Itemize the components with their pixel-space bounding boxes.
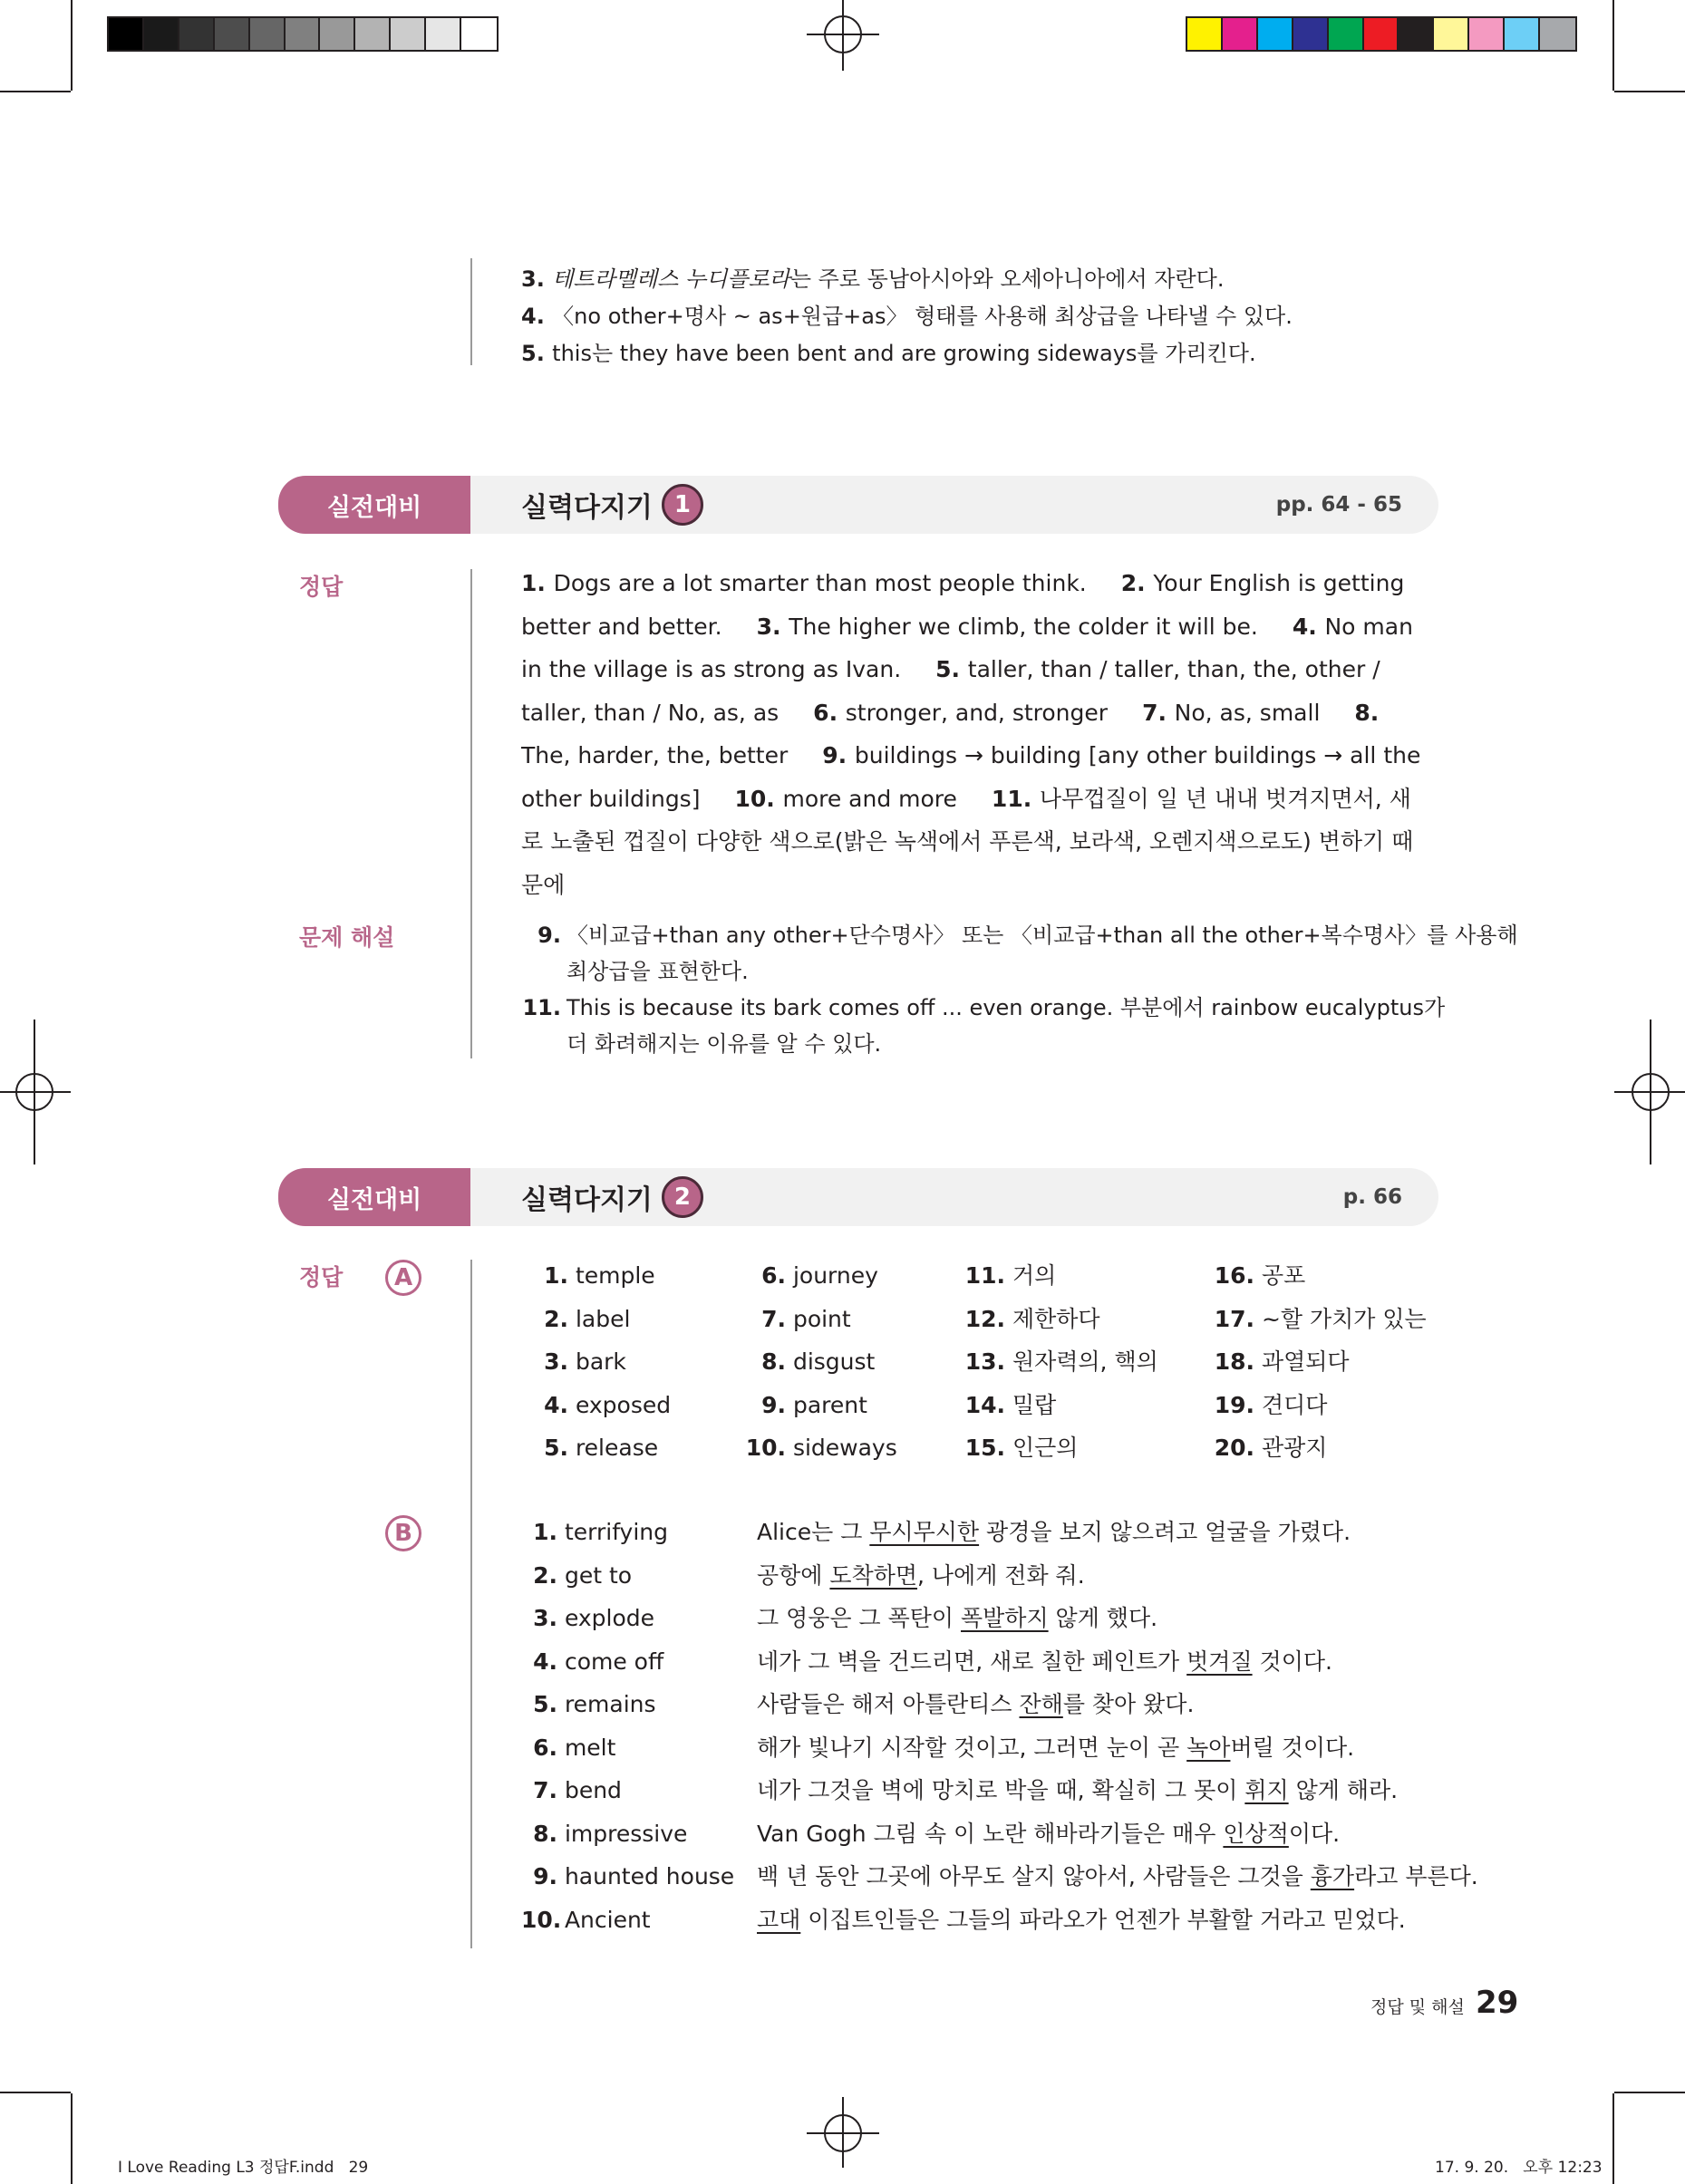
translation-sentence: 사람들은 해저 아틀란티스 잔해를 찾아 왔다. (757, 1691, 1195, 1717)
registration-mark-icon (1612, 1020, 1685, 1164)
page-reference: p. 66 (1342, 1185, 1402, 1209)
item-number: 10. (521, 1906, 562, 1933)
underlined-term: 녹아 (1186, 1734, 1231, 1761)
vocab-item (1196, 1384, 1427, 1427)
italic-term: 테트라멜레스 누디플로라 (552, 266, 790, 292)
answer-word (521, 1769, 734, 1812)
vocab-text: 밀랍 (1005, 1391, 1057, 1418)
color-swatch (250, 18, 286, 50)
item-number: 9. (533, 1863, 557, 1889)
part-a-marker: A (385, 1260, 421, 1296)
vocab-column (947, 1254, 1158, 1470)
vocab-text: journey (786, 1262, 878, 1289)
item-number: 9. (761, 1391, 786, 1418)
section-banner-2 (278, 1168, 1438, 1226)
word-text: melt (557, 1734, 616, 1761)
vocab-item (1196, 1426, 1427, 1470)
print-timestamp: 17. 9. 20. 오후 12:23 (1435, 2159, 1603, 2177)
word-text: terrifying (557, 1519, 669, 1545)
registration-mark-icon (807, 2095, 879, 2168)
vocab-item (1196, 1340, 1427, 1384)
vocab-text: exposed (568, 1391, 672, 1418)
section-title: 실력다지기 1 (521, 476, 703, 534)
translation-sentence: 네가 그것을 벽에 망치로 박을 때, 확실히 그 못이 휘지 않게 해라. (757, 1777, 1399, 1803)
translation-sentence: 백 년 동안 그곳에 아무도 살지 않아서, 사람들은 그것을 흉가라고 부른다. (757, 1863, 1478, 1889)
vocab-text: 견디다 (1254, 1391, 1328, 1418)
underlined-term: 도착하면 (829, 1561, 918, 1589)
color-swatch (286, 18, 321, 50)
item-number: 8. (761, 1348, 786, 1375)
vocab-item (521, 1298, 671, 1341)
answer-text: 나무껍질이 일 년 내내 벗겨지면서, 새로 노출된 껍질이 다양한 색으로(밝은 녹색에서 푸른색, 보라색, 오렌지색으로도) 변하기 때문에 (521, 785, 1414, 898)
answer-text: stronger, and, stronger (845, 699, 1109, 726)
item-number: 7. (533, 1777, 557, 1803)
underlined-term: 흉가 (1310, 1863, 1355, 1889)
vocab-item (521, 1254, 671, 1298)
vocab-text: 과열되다 (1254, 1348, 1350, 1375)
word-text: explode (557, 1605, 655, 1631)
vocab-text: 공포 (1254, 1262, 1306, 1289)
explanation-list (521, 917, 1518, 1062)
divider-line (470, 1260, 472, 1948)
translation-sentence: Alice는 그 무시무시한 광경을 보지 않으려고 얼굴을 가렸다. (757, 1519, 1351, 1545)
color-swatch (1223, 18, 1258, 50)
answer-text: The higher we climb, the colder it will be. (789, 613, 1258, 640)
color-swatch (215, 18, 250, 50)
answer-text: Dogs are a lot smarter than most people think. (553, 570, 1087, 596)
item-number: 6. (761, 1262, 786, 1289)
answer-word (521, 1597, 734, 1640)
item-number: 9. (822, 742, 855, 768)
item-number: 3. (544, 1348, 568, 1375)
vocab-text: release (568, 1435, 659, 1461)
answer-text: Your English is getting better and better. (521, 570, 1405, 640)
underlined-term: 무시무시한 (869, 1519, 980, 1545)
vocab-column (739, 1254, 897, 1470)
note-line (521, 298, 1293, 330)
section-tag: 실전대비 (278, 476, 470, 534)
section-title: 실력다지기 2 (521, 1168, 703, 1226)
item-number: 3. (533, 1605, 557, 1631)
vocab-text: disgust (786, 1348, 876, 1375)
answer-word (521, 1855, 734, 1899)
color-swatch (1434, 18, 1469, 50)
color-swatch (1258, 18, 1293, 50)
answer-text: No, as, small (1174, 699, 1321, 726)
item-number: 6. (533, 1734, 557, 1761)
vocab-item (947, 1254, 1158, 1298)
vocab-column (1196, 1254, 1427, 1470)
word-text: Ancient (557, 1906, 651, 1933)
registration-mark-icon (807, 0, 879, 72)
color-swatch (1505, 18, 1540, 50)
answer-word (521, 1640, 734, 1684)
translation-sentence: 고대 이집트인들은 그들의 파라오가 언젠가 부활할 거라고 믿었다. (757, 1906, 1406, 1933)
word-text: haunted house (557, 1863, 735, 1889)
answer-item (521, 570, 1087, 596)
item-number: 5. (533, 1691, 557, 1717)
color-swatch (1469, 18, 1505, 50)
vocab-item (521, 1426, 671, 1470)
word-text: get to (557, 1561, 633, 1589)
item-number: 6. (813, 699, 846, 726)
underlined-term: 고대 (757, 1906, 801, 1933)
item-number: 5. (935, 656, 968, 682)
color-swatch (461, 18, 497, 50)
section-banner-1 (278, 476, 1438, 534)
item-number: 4. (544, 1391, 568, 1418)
item-number: 13. (964, 1348, 1005, 1375)
explanation-item (521, 990, 1518, 1026)
vocab-item (947, 1384, 1158, 1427)
answer-label: 정답 (299, 574, 344, 600)
color-swatch (320, 18, 355, 50)
underlined-term: 폭발하지 (961, 1605, 1049, 1631)
word-text: come off (557, 1648, 664, 1675)
registration-mark-icon (0, 1020, 73, 1164)
explanation-text: 〈비교급+than any other+단수명사〉 또는 〈비교급+than all the other+복수명사〉를 사용해 (567, 923, 1518, 948)
color-swatch (355, 18, 391, 50)
vocab-item (947, 1340, 1158, 1384)
footer-section-name: 정답 및 해설 (1370, 1997, 1465, 2017)
vocab-item (739, 1298, 897, 1341)
sentence-column (757, 1511, 1478, 1941)
item-number: 9. (537, 923, 561, 948)
item-number: 8. (1354, 699, 1380, 726)
answer-text: more and more (782, 785, 957, 812)
color-calibration-strip (1186, 16, 1577, 52)
item-number: 7. (1142, 699, 1175, 726)
answer-label: 정답 (299, 1264, 344, 1290)
gray-calibration-strip (107, 16, 499, 52)
vocab-text: 인근의 (1005, 1435, 1079, 1461)
item-number: 14. (964, 1391, 1005, 1418)
item-number: 4. (533, 1648, 557, 1675)
item-number: 20. (1214, 1435, 1254, 1461)
color-swatch (1540, 18, 1575, 50)
divider-line (470, 258, 472, 365)
item-number: 11. (991, 785, 1040, 812)
item-number: 3. (756, 613, 789, 640)
vocab-item (947, 1298, 1158, 1341)
item-number: 18. (1214, 1348, 1254, 1375)
word-text: impressive (557, 1820, 688, 1847)
translation-sentence: 그 영웅은 그 폭탄이 폭발하지 않게 했다. (757, 1605, 1158, 1631)
underlined-term: 벗겨질 (1186, 1648, 1253, 1675)
answer-paragraph (521, 562, 1432, 906)
file-slug: I Love Reading L3 정답F.indd 29 (118, 2159, 369, 2177)
item-number: 5. (544, 1435, 568, 1461)
color-swatch (1364, 18, 1399, 50)
vocab-item (739, 1340, 897, 1384)
color-swatch (1399, 18, 1434, 50)
answer-item (734, 786, 956, 812)
vocab-text: ~할 가치가 있는 (1254, 1305, 1427, 1332)
note-text: 는 주로 동남아시아와 오세아니아에서 자란다. (789, 266, 1225, 292)
vocab-item (521, 1384, 671, 1427)
item-number: 3. (521, 266, 553, 292)
underlined-term: 잔해 (1019, 1691, 1063, 1717)
item-number: 2. (533, 1561, 557, 1589)
answer-word (521, 1554, 734, 1598)
translation-sentence: 해가 빛나기 시작할 것이고, 그러면 눈이 곧 녹아버릴 것이다. (757, 1734, 1355, 1761)
item-number: 1. (533, 1519, 557, 1545)
vocab-item (739, 1426, 897, 1470)
word-text: bend (557, 1777, 622, 1803)
page-reference: pp. 64 - 65 (1275, 493, 1402, 517)
note-line (521, 335, 1256, 367)
item-number: 12. (964, 1305, 1005, 1332)
explanation-text-cont: 최상급을 표현한다. (567, 959, 749, 984)
section-number-badge: 1 (662, 484, 703, 526)
vocab-text: point (786, 1305, 851, 1332)
answer-text: buildings → building [any other buildings → all the other buildings] (521, 742, 1421, 812)
note-line (521, 261, 1224, 293)
vocab-text: 제한하다 (1005, 1305, 1100, 1332)
item-number: 19. (1214, 1391, 1254, 1418)
item-number: 17. (1214, 1305, 1254, 1332)
vocab-item (1196, 1254, 1427, 1298)
item-number: 7. (761, 1305, 786, 1332)
translation-sentence: Van Gogh 그림 속 이 노란 해바라기들은 매우 인상적이다. (757, 1820, 1341, 1847)
item-number: 8. (533, 1820, 557, 1847)
item-number: 1. (521, 570, 554, 596)
color-swatch (426, 18, 461, 50)
color-swatch (179, 18, 215, 50)
answer-word (521, 1683, 734, 1726)
answer-text: No man in the village is as strong as Ivan. (521, 613, 1413, 682)
explanation-text: This is because its bark comes off ... even orange. 부분에서 rainbow eucalyptus가 (567, 995, 1446, 1020)
color-swatch (1329, 18, 1364, 50)
item-number: 4. (1292, 613, 1325, 640)
item-number: 16. (1214, 1262, 1254, 1289)
answer-word (521, 1511, 734, 1554)
answer-text: taller, than / taller, than, the, other / taller, than / No, as, as (521, 656, 1380, 726)
color-swatch (109, 18, 144, 50)
color-swatch (391, 18, 426, 50)
answer-word (521, 1726, 734, 1770)
underlined-term: 휘지 (1244, 1777, 1289, 1803)
divider-line (470, 569, 472, 1058)
explanation-label: 문제 해설 (299, 924, 395, 951)
translation-sentence: 네가 그 벽을 건드리면, 새로 칠한 페인트가 벗겨질 것이다. (757, 1648, 1332, 1675)
vocab-item (521, 1340, 671, 1384)
item-number: 10. (745, 1435, 786, 1461)
explanation-text-cont: 더 화려해지는 이유를 알 수 있다. (567, 1031, 882, 1057)
item-number: 2. (1120, 570, 1154, 596)
vocab-item (947, 1426, 1158, 1470)
underlined-term: 인상적 (1223, 1820, 1289, 1847)
section-tag: 실전대비 (278, 1168, 470, 1226)
vocab-text: parent (786, 1391, 867, 1418)
vocab-text: bark (568, 1348, 626, 1375)
item-number: 15. (964, 1435, 1005, 1461)
word-column (521, 1511, 734, 1941)
vocab-item (1196, 1298, 1427, 1341)
answer-item (1142, 700, 1320, 726)
item-number: 2. (544, 1305, 568, 1332)
section-number-badge: 2 (662, 1176, 703, 1218)
vocab-item (739, 1254, 897, 1298)
vocab-text: 원자력의, 핵의 (1005, 1348, 1158, 1375)
vocab-item (739, 1384, 897, 1427)
vocab-text: 관광지 (1254, 1435, 1328, 1461)
note-text: this는 they have been bent and are growing sideways를 가리킨다. (552, 341, 1256, 366)
item-number: 11. (522, 995, 561, 1020)
word-text: remains (557, 1691, 656, 1717)
vocab-text: label (568, 1305, 631, 1332)
note-text: 〈no other+명사 ~ as+원급+as〉 형태를 사용해 최상급을 나타낼 수 있다. (552, 304, 1293, 329)
item-number: 1. (544, 1262, 568, 1289)
color-swatch (144, 18, 179, 50)
vocab-column (521, 1254, 671, 1470)
vocab-text: sideways (786, 1435, 897, 1461)
translation-sentence: 공항에 도착하면, 나에게 전화 줘. (757, 1561, 1085, 1589)
part-b-marker: B (385, 1515, 421, 1551)
explanation-item (521, 917, 1518, 953)
page-number: 29 (1476, 1985, 1519, 2021)
answer-word (521, 1812, 734, 1856)
item-number: 5. (521, 341, 553, 366)
vocab-text: 거의 (1005, 1262, 1057, 1289)
vocab-text: temple (568, 1262, 655, 1289)
color-swatch (1293, 18, 1329, 50)
item-number: 4. (521, 304, 553, 329)
answer-item (757, 614, 1258, 640)
color-swatch (1187, 18, 1223, 50)
item-number: 10. (734, 785, 783, 812)
answer-word (521, 1899, 734, 1942)
answer-text: The, harder, the, better (521, 742, 789, 768)
answer-item (813, 700, 1108, 726)
item-number: 11. (964, 1262, 1005, 1289)
